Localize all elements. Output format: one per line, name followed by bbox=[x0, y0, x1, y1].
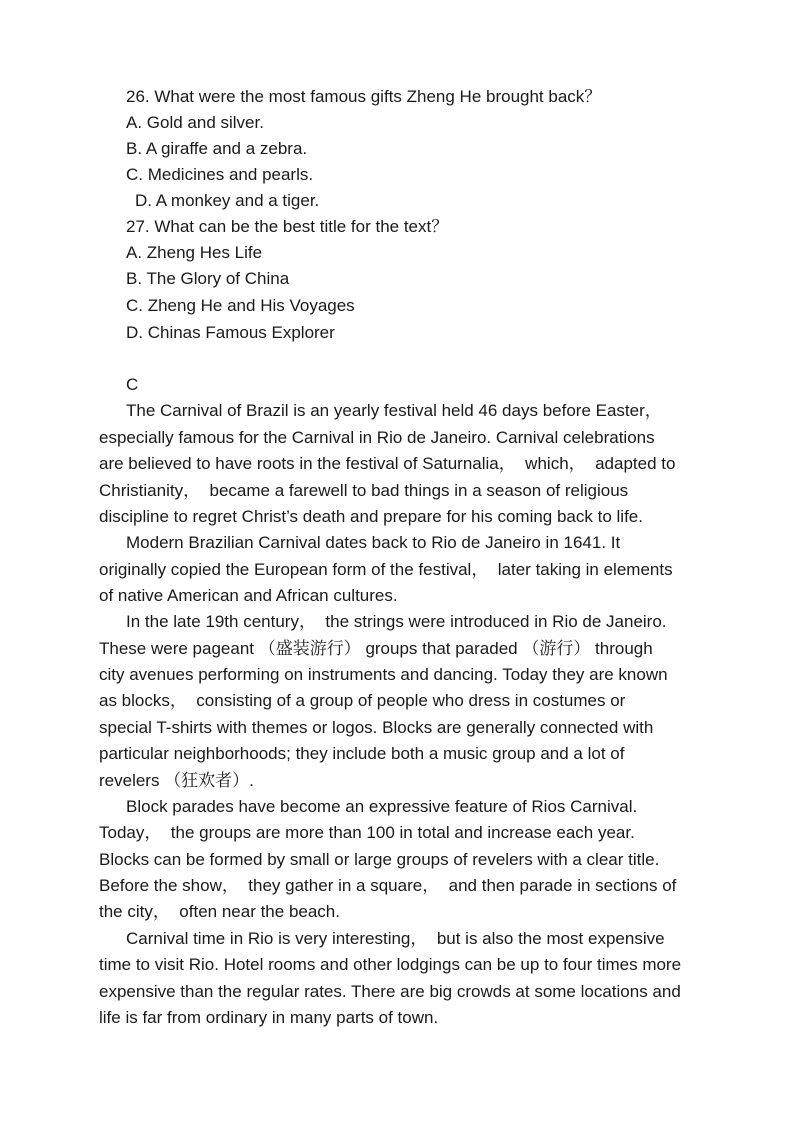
passage-line: of native American and African cultures. bbox=[99, 586, 398, 605]
passage-line: Before the show， they gather in a square， and then parade in sections of bbox=[99, 876, 677, 895]
question-27-option-d: D. Chinas Famous Explorer bbox=[126, 323, 335, 342]
question-27-option-a: A. Zheng Hes Life bbox=[126, 243, 263, 262]
passage-line: particular neighborhoods; they include both a music group and a lot of bbox=[99, 744, 625, 763]
passage-line: originally copied the European form of the festival， later taking in elements bbox=[99, 560, 673, 579]
question-26-option-b: B. A giraffe and a zebra. bbox=[126, 139, 308, 158]
question-26-stem: 26. What were the most famous gifts Zheng He brought back？ bbox=[126, 87, 602, 106]
passage-line: The Carnival of Brazil is an yearly festival held 46 days before Easter， bbox=[126, 401, 662, 420]
question-27-stem: 27. What can be the best title for the text？ bbox=[126, 217, 449, 236]
question-26-option-d: D. A monkey and a tiger. bbox=[135, 191, 320, 210]
passage-line: time to visit Rio. Hotel rooms and other lodgings can be up to four times more bbox=[99, 955, 682, 974]
question-27-option-c: C. Zheng He and His Voyages bbox=[126, 296, 355, 315]
passage-line: expensive than the regular rates. There are big crowds at some locations and bbox=[99, 982, 681, 1001]
passage-line: Block parades have become an expressive feature of Rios Carnival. bbox=[126, 797, 638, 816]
passage-line: especially famous for the Carnival in Rio de Janeiro. Carnival celebrations bbox=[99, 428, 655, 447]
passage-line: discipline to regret Christ’s death and prepare for his coming back to life. bbox=[99, 507, 643, 526]
passage-line: These were pageant （盛装游行） groups that paraded （游行） through bbox=[99, 639, 653, 658]
passage-line: revelers （狂欢者）. bbox=[99, 771, 254, 790]
passage-line: Carnival time in Rio is very interesting， but is also the most expensive bbox=[126, 929, 665, 948]
passage-line: Christianity， became a farewell to bad things in a season of religious bbox=[99, 481, 629, 500]
passage-line: city avenues performing on instruments and dancing. Today they are known bbox=[99, 665, 668, 684]
passage-line: Today， the groups are more than 100 in total and increase each year. bbox=[99, 823, 635, 842]
question-26-option-c: C. Medicines and pearls. bbox=[126, 165, 314, 184]
passage-line: Modern Brazilian Carnival dates back to Rio de Janeiro in 1641. It bbox=[126, 533, 621, 552]
passage-line: the city， often near the beach. bbox=[99, 902, 340, 921]
section-label: C bbox=[126, 375, 139, 394]
question-27-option-b: B. The Glory of China bbox=[126, 269, 290, 288]
passage-line: life is far from ordinary in many parts of town. bbox=[99, 1008, 439, 1027]
question-26-option-a: A. Gold and silver. bbox=[126, 113, 264, 132]
passage-line: Blocks can be formed by small or large groups of revelers with a clear title. bbox=[99, 850, 660, 869]
passage-line: In the late 19th century， the strings were introduced in Rio de Janeiro. bbox=[126, 612, 667, 631]
passage-line: special T-shirts with themes or logos. Blocks are generally connected with bbox=[99, 718, 654, 737]
passage-line: are believed to have roots in the festival of Saturnalia， which， adapted to bbox=[99, 454, 676, 473]
passage-line: as blocks， consisting of a group of people who dress in costumes or bbox=[99, 691, 626, 710]
